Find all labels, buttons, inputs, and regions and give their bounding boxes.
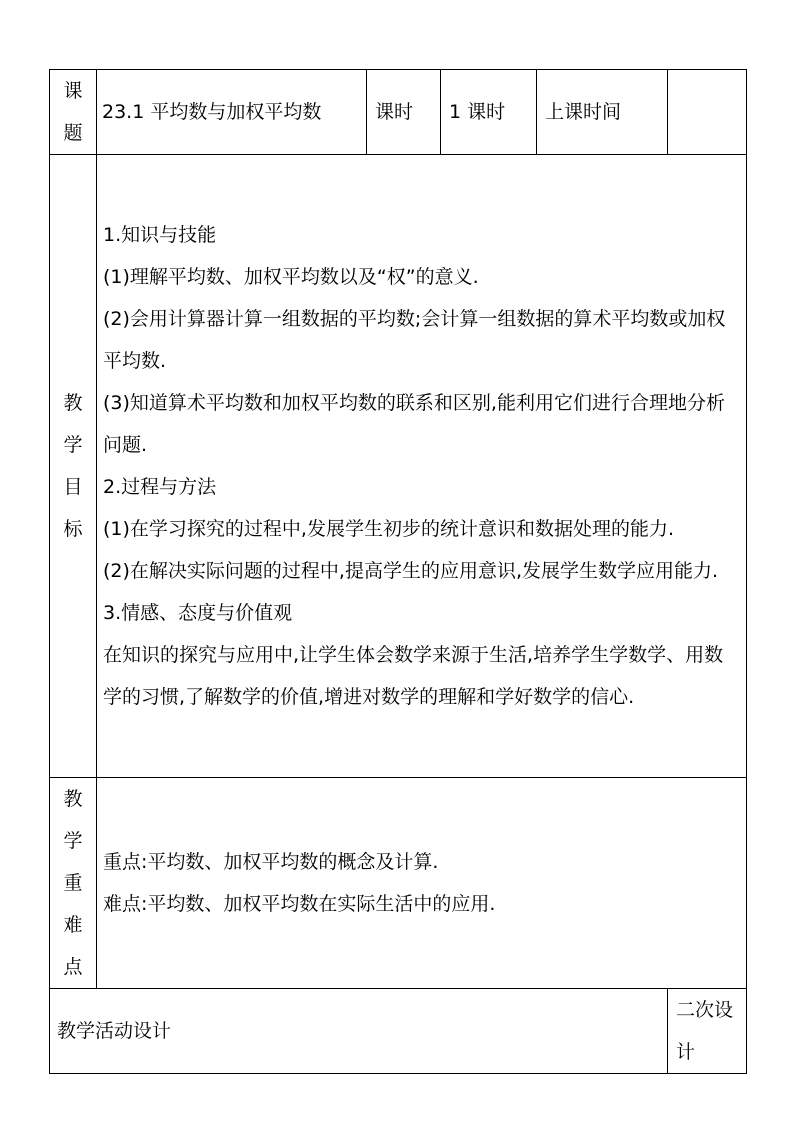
class-time-value[interactable]: [668, 70, 747, 155]
lesson-plan-table: [49, 69, 747, 1074]
objectives-label: 教 学 目 标: [50, 155, 97, 778]
focus-text: 重点:平均数、加权平均数的概念及计算.: [103, 851, 439, 873]
objective-line: 3.情感、态度与价值观: [103, 602, 293, 624]
lesson-title: 23.1 平均数与加权平均数: [97, 70, 367, 155]
objective-line: 在知识的探究与应用中,让学生体会数学来源于生活,培养学生学数学、用数学的习惯,了解数学的价值,增进对数学的理解和学好数学的信心.: [103, 644, 724, 708]
key-points-row: [50, 778, 747, 989]
second-design-label: 二次设计: [668, 989, 747, 1074]
objective-line: 1.知识与技能: [103, 224, 217, 246]
header-row: [50, 70, 747, 155]
subject-label: 课 题: [50, 70, 97, 155]
objective-line: (1)理解平均数、加权平均数以及“权”的意义.: [103, 266, 479, 288]
objective-line: (3)知道算术平均数和加权平均数的联系和区别,能利用它们进行合理地分析问题.: [103, 392, 725, 456]
objective-line: (1)在学习探究的过程中,发展学生初步的统计意识和数据处理的能力.: [103, 518, 674, 540]
key-points-label: 教 学 重 难 点: [50, 778, 97, 989]
key-points-content: [97, 778, 747, 989]
objectives-row: [50, 155, 747, 778]
objective-line: (2)会用计算器计算一组数据的平均数;会计算一组数据的算术平均数或加权平均数.: [103, 308, 726, 372]
period-label: 课时: [367, 70, 441, 155]
objectives-content: [97, 155, 747, 778]
objective-line: (2)在解决实际问题的过程中,提高学生的应用意识,发展学生数学应用能力.: [103, 560, 719, 582]
objective-line: 2.过程与方法: [103, 476, 217, 498]
difficulty-text: 难点:平均数、加权平均数在实际生活中的应用.: [103, 893, 496, 915]
period-value: 1 课时: [441, 70, 537, 155]
class-time-label: 上课时间: [537, 70, 668, 155]
activity-design-label: 教学活动设计: [50, 989, 668, 1074]
activity-row: [50, 989, 747, 1074]
